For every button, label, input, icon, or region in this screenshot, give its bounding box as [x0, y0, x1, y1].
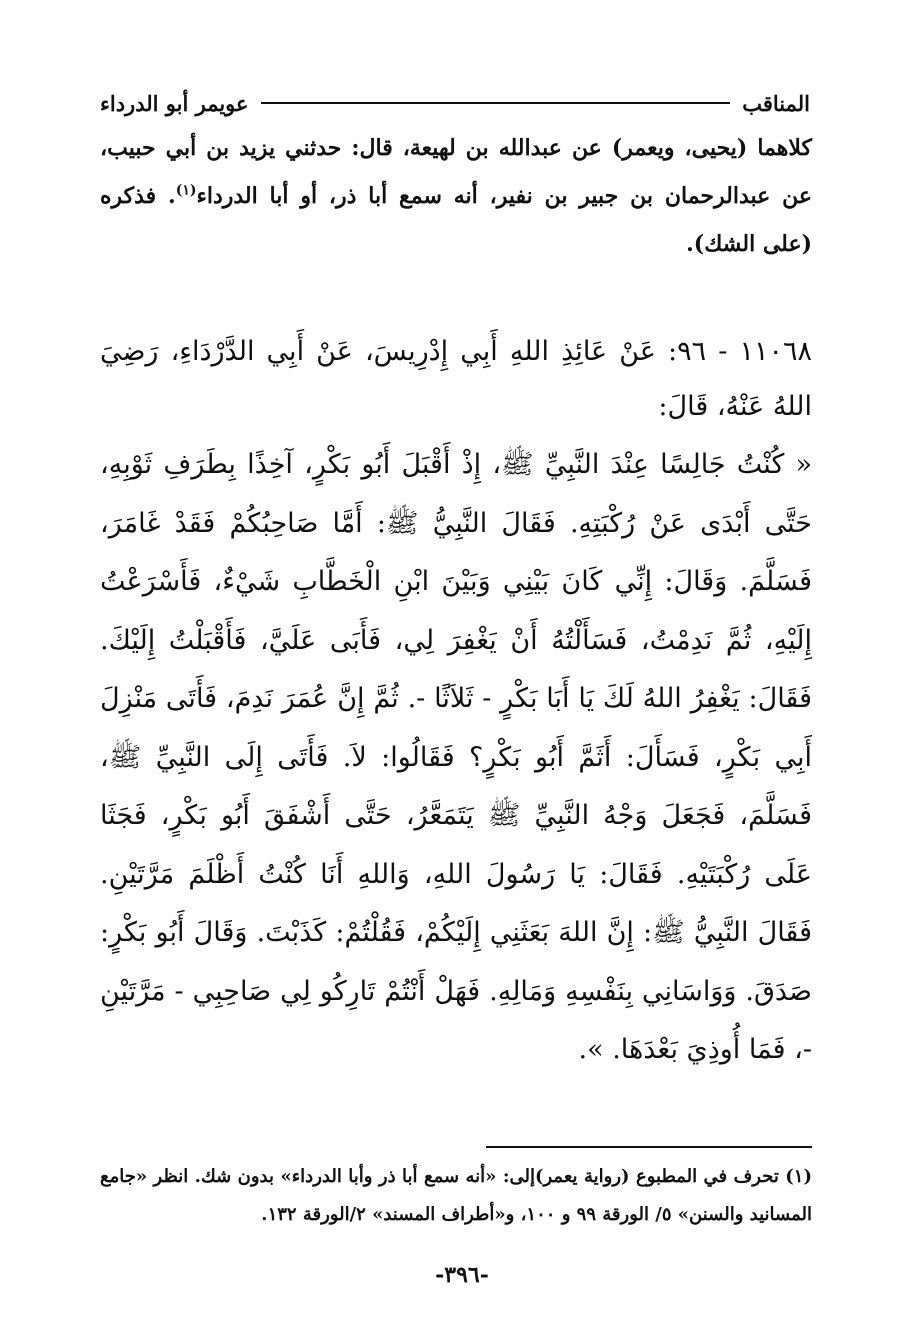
- header-rule: [261, 102, 731, 104]
- section-title: المناقب: [742, 90, 810, 116]
- hadith-text: « كُنْتُ جَالِسًا عِنْدَ النَّبِيِّ ﷺ، إِذْ أَقْبَلَ أَبُو بَكْرٍ، آخِذًا بِطَرَفِ ثَوْبِهِ، حَتَّى أَبْدَى عَنْ رُكْبَتِهِ. فَقَالَ النَّبِيُّ ﷺ: أَمَّا صَاحِبُكُمْ فَقَدْ غَامَرَ، فَسَلَّمَ. وَقَالَ: إِنِّي كَانَ بَيْنِي وَبَيْنَ ابْنِ الْخَطَّابِ شَيْءٌ، فَأَسْرَعْتُ إِلَيْهِ، ثُمَّ نَدِمْتُ، فَسَأَلْتُهُ أَنْ يَغْفِرَ لِي، فَأَبَى عَلَيَّ، فَأَقْبَلْتُ إِلَيْكَ. فَقَالَ: يَغْفِرُ اللهُ لَكَ يَا أَبَا بَكْرٍ - ثَلاَثًا -. ثُمَّ إِنَّ عُمَرَ نَدِمَ، فَأَتَى مَنْزِلَ أَبِي بَكْرٍ، فَسَأَلَ: أَثَمَّ أَبُو بَكْرٍ؟ فَقَالُوا: لاَ. فَأَتَى إِلَى النَّبِيِّ ﷺ، فَسَلَّمَ، فَجَعَلَ وَجْهُ النَّبِيِّ ﷺ يَتَمَعَّرُ، حَتَّى أَشْفَقَ أَبُو بَكْرٍ، فَجَثَا عَلَى رُكْبَتَيْهِ. فَقَالَ: يَا رَسُولَ اللهِ، وَاللهِ أَنَا كُنْتُ أَظْلَمَ مَرَّتَيْنِ. فَقَالَ النَّبِيُّ ﷺ: إِنَّ اللهَ بَعَثَنِي إِلَيْكُمْ، فَقُلْتُمْ: كَذَبْتَ. وَقَالَ أَبُو بَكْرٍ: صَدَقَ. وَوَاسَانِي بِنَفْسِهِ وَمَالِهِ. فَهَلْ أَنْتُمْ تَارِكُو لِي صَاحِبِي - مَرَّتَيْنِ -، فَمَا أُوذِيَ بَعْدَهَا. ».: [100, 449, 812, 1065]
- footnote-reference: (١): [175, 182, 197, 199]
- chapter-title: عويمر أبو الدرداء: [100, 90, 249, 116]
- page-number: -٣٩٦-: [435, 1262, 489, 1288]
- running-head: [100, 86, 810, 120]
- isnad-conclusion: . فذكره (على الشك).: [100, 183, 812, 257]
- hadith-heading: [100, 324, 812, 434]
- hadith-number-and-chain: ١١٠٦٨ - ٩٦: عَنْ عَائِذِ اللهِ أَبِي إِدْرِيسَ، عَنْ أَبِي الدَّرْدَاءِ، رَضِيَ اللهُ عَنْهُ، قَالَ:: [100, 336, 812, 422]
- footnote-text: (١) تحرف في المطبوع (رواية يعمر)إلى: «أنه سمع أبا ذر وأبا الدرداء» بدون شك. انظر «جامع المسانيد والسنن» ٥/ الورقة ٩٩ و ١٠٠، و«أطراف المسند» ٢/الورقة ١٣٢.: [100, 1166, 812, 1225]
- hadith-body: [100, 436, 812, 1080]
- isnad-paragraph: [100, 124, 812, 268]
- isnad-text: كلاهما (يحيى، ويعمر) عن عبدالله بن لهيعة، قال: حدثني يزيد بن أبي حبيب، عن عبدالرحمان بن جبير بن نفير، أنه سمع أبا ذر، أو أبا الدرداء: [100, 135, 812, 209]
- footnote: [100, 1158, 812, 1234]
- footnote-separator: [486, 1146, 812, 1148]
